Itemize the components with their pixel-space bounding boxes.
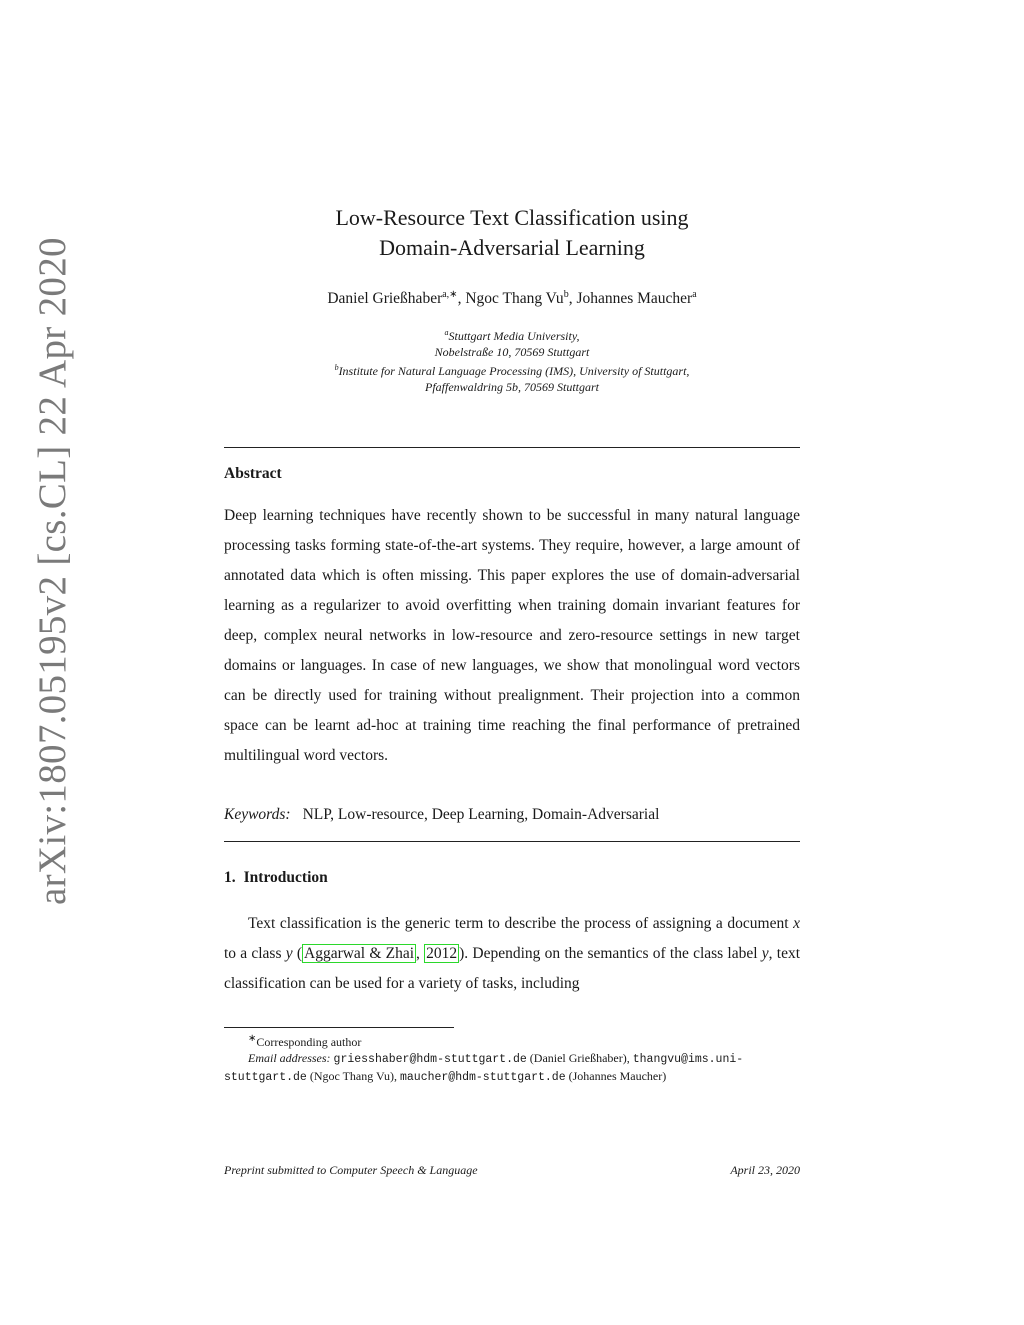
affiliation-a-line-2: Nobelstraße 10, 70569 Stuttgart [434,345,590,359]
title-line-1: Low-Resource Text Classification using [335,205,689,230]
email-link[interactable]: maucher@hdm-stuttgart.de [399,1071,566,1084]
author-affiliation-mark: a,∗ [442,289,458,300]
keywords-label: Keywords: [224,806,291,823]
abstract-top-rule [224,447,800,448]
author-name: Johannes Maucher [576,290,693,308]
affiliation-b-line-1: $^b$Institute for Natural Language Processing (IMS), University of Stuttgart, [334,363,690,378]
author-name: Ngoc Thang Vu [465,290,564,308]
author-affiliation-mark: a [692,289,697,300]
footnote-corresponding: ∗Corresponding author [248,1033,362,1049]
introduction-paragraph: Text classification is the generic term to describe the process of assigning a document x to a class y ( Aggarwal & Zhai , 2012 ). Depending on the semantics of the class label y, text classification can be used for a variety of tasks, including [224,915,801,992]
email-link[interactable]: thangvu@ims.uni-stuttgart.de [224,1053,744,1084]
footer-preprint-note: Preprint submitted to Computer Speech & Language [224,1163,478,1177]
keywords-value: NLP, Low-resource, Deep Learning, Domain-Adversarial [302,806,660,823]
footnote-emails: Email addresses: griesshaber@hdm-stuttgart.de (Daniel Grießhaber), thangvu@ims.uni-stuttgart.de (Ngoc Thang Vu), maucher@hdm-stuttgart.de (Johannes Maucher) [224,1051,744,1084]
variable-y: y [761,945,769,962]
author-list: Daniel Grießhaber$^{a,∗}$, Ngoc Thang Vu$^b$, Johannes Maucher$^a$ [327,289,697,308]
section-heading-introduction [224,869,328,887]
section-number: 1. [224,869,236,886]
keywords [224,806,659,824]
affiliations [224,325,800,395]
abstract-heading: Abstract [224,465,282,482]
abstract-bottom-rule [224,841,800,842]
arxiv-identifier: arXiv:1807.05195v2 [cs.CL] 22 Apr 2020 [31,237,74,905]
affiliation-b-line-2: Pfaffenwaldring 5b, 70569 Stuttgart [424,380,599,394]
title-line-2: Domain-Adversarial Learning [379,235,645,260]
affiliation-a-line-1: $^a$Stuttgart Media University, [444,328,580,343]
variable-x: x [793,915,800,932]
footnote-rule [224,1027,454,1028]
section-title: Introduction [243,869,328,886]
abstract-text: Deep learning techniques have recently shown to be successful in many natural language processing tasks forming state-of-the-art systems. They require, however, a large amount of annotated data which is often missing. This paper explores the use of domain-adversarial learning as a regularizer to avoid overfitting when training domain invariant features for deep, complex neural networks in low-resource and zero-resource settings in new target domains or languages. In case of new languages, we show that monolingual word vectors can be directly used for training without prealignment. Their projection into a common space can be learnt ad-hoc at training time reaching the final performance of pretrained multilingual word vectors. [224,507,800,764]
email-link[interactable]: griesshaber@hdm-stuttgart.de [333,1053,527,1066]
page-footer [224,1163,800,1178]
author-name: Daniel Grießhaber [327,290,443,308]
citation-link-year[interactable]: 2012 [426,945,458,962]
footnote [224,1031,800,1086]
variable-y: y [285,945,293,962]
footer-date: April 23, 2020 [730,1163,800,1177]
paper-title [224,203,800,263]
citation-link-author[interactable]: Aggarwal & Zhai [304,945,415,962]
author-affiliation-mark: b [563,289,569,300]
